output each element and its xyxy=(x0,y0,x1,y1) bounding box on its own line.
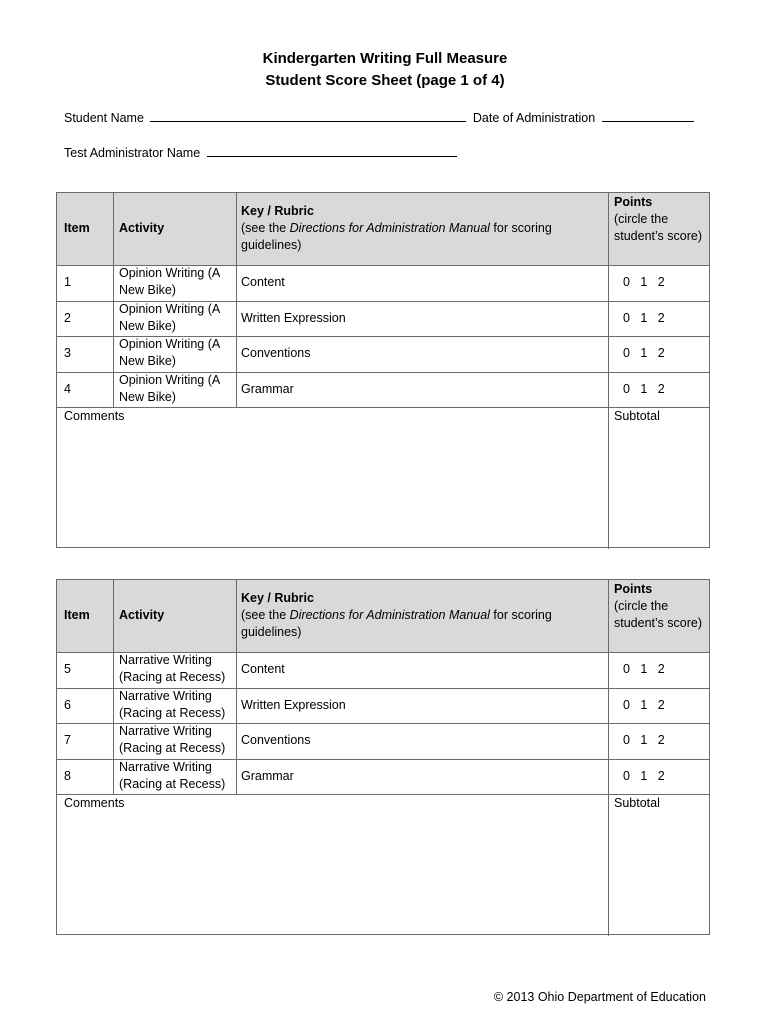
row-points-choices[interactable]: 0 1 2 xyxy=(623,697,665,712)
table-bottom-border xyxy=(57,934,709,935)
row-item-number: 8 xyxy=(64,768,71,783)
row-rubric: Grammar xyxy=(241,381,294,396)
row-activity: Opinion Writing (A New Bike) xyxy=(119,372,220,404)
row-rubric: Written Expression xyxy=(241,697,346,712)
row-rubric: Conventions xyxy=(241,733,311,747)
row-points-choices[interactable]: 0 1 2 xyxy=(623,381,665,396)
header-points xyxy=(614,194,708,245)
row-points-choices[interactable]: 0 1 2 xyxy=(623,733,665,747)
row-points-choices[interactable]: 0 1 2 xyxy=(623,768,665,783)
row-points-choices[interactable]: 0 1 2 xyxy=(623,662,665,676)
student-name-line[interactable] xyxy=(150,109,466,122)
row-activity: Opinion Writing (A New Bike) xyxy=(119,301,220,333)
row-points-choices[interactable]: 0 1 2 xyxy=(623,275,665,289)
key-prefix: (see the xyxy=(241,221,290,235)
score-table-narrative xyxy=(56,579,710,935)
page-title: Kindergarten Writing Full Measure xyxy=(262,50,508,67)
row-activity: Narrative Writing (Racing at Recess) xyxy=(119,688,226,720)
header-activity: Activity xyxy=(119,608,165,622)
row-item-number: 3 xyxy=(64,346,71,360)
copyright-footer: © 2013 Ohio Department of Education xyxy=(493,990,706,1004)
header-points-instructions: (circle the student’s score) xyxy=(614,599,703,630)
row-item-number: 1 xyxy=(64,275,71,289)
row-rubric: Content xyxy=(241,275,285,289)
comments-label: Comments xyxy=(64,796,125,810)
header-points-instructions: (circle the student’s score) xyxy=(614,212,703,243)
student-name-field xyxy=(64,109,694,125)
subtotal-label: Subtotal xyxy=(614,409,660,423)
header-key-description xyxy=(241,220,591,254)
header-points xyxy=(614,581,708,632)
row-rubric: Content xyxy=(241,662,285,676)
row-activity: Narrative Writing (Racing at Recess) xyxy=(119,724,226,755)
key-prefix: (see the xyxy=(241,608,290,622)
header-item: Item xyxy=(64,608,90,622)
row-item-number: 5 xyxy=(64,662,71,676)
key-suffix: for scoring guidelines) xyxy=(241,221,552,252)
header-key-rubric xyxy=(241,590,591,641)
key-manual-title: Directions for Administration Manual xyxy=(289,608,490,622)
row-activity: Opinion Writing (A New Bike) xyxy=(119,266,220,297)
row-activity: Narrative Writing (Racing at Recess) xyxy=(119,759,226,791)
row-points-choices[interactable]: 0 1 2 xyxy=(623,346,665,360)
row-item-number: 4 xyxy=(64,381,71,396)
row-rubric: Grammar xyxy=(241,768,294,783)
header-points-title: Points xyxy=(614,582,653,596)
row-item-number: 2 xyxy=(64,310,71,325)
header-key-description xyxy=(241,607,591,641)
header-points-title: Points xyxy=(614,195,653,209)
score-table-opinion xyxy=(56,192,710,548)
administrator-line[interactable] xyxy=(207,144,457,157)
row-activity: Narrative Writing (Racing at Recess) xyxy=(119,653,226,684)
header-activity: Activity xyxy=(119,221,165,235)
date-label: Date of Administration xyxy=(472,111,596,125)
row-points-choices[interactable]: 0 1 2 xyxy=(623,310,665,325)
table-bottom-border xyxy=(57,547,709,548)
key-manual-title: Directions for Administration Manual xyxy=(289,221,490,235)
student-name-label: Student Name xyxy=(64,111,144,125)
administrator-label: Test Administrator Name xyxy=(64,146,201,160)
row-item-number: 7 xyxy=(64,733,71,747)
header-item: Item xyxy=(64,221,90,235)
comments-label: Comments xyxy=(64,409,125,423)
page-subtitle: Student Score Sheet (page 1 of 4) xyxy=(265,72,505,89)
row-activity: Opinion Writing (A New Bike) xyxy=(119,337,220,368)
key-suffix: for scoring guidelines) xyxy=(241,608,552,639)
subtotal-label: Subtotal xyxy=(614,796,660,810)
administrator-field xyxy=(64,144,457,160)
row-item-number: 6 xyxy=(64,697,71,712)
date-line[interactable] xyxy=(602,109,694,122)
row-rubric: Conventions xyxy=(241,346,311,360)
header-key-title: Key / Rubric xyxy=(241,591,314,605)
header-key-rubric xyxy=(241,203,591,254)
header-key-title: Key / Rubric xyxy=(241,204,314,218)
row-rubric: Written Expression xyxy=(241,310,346,325)
